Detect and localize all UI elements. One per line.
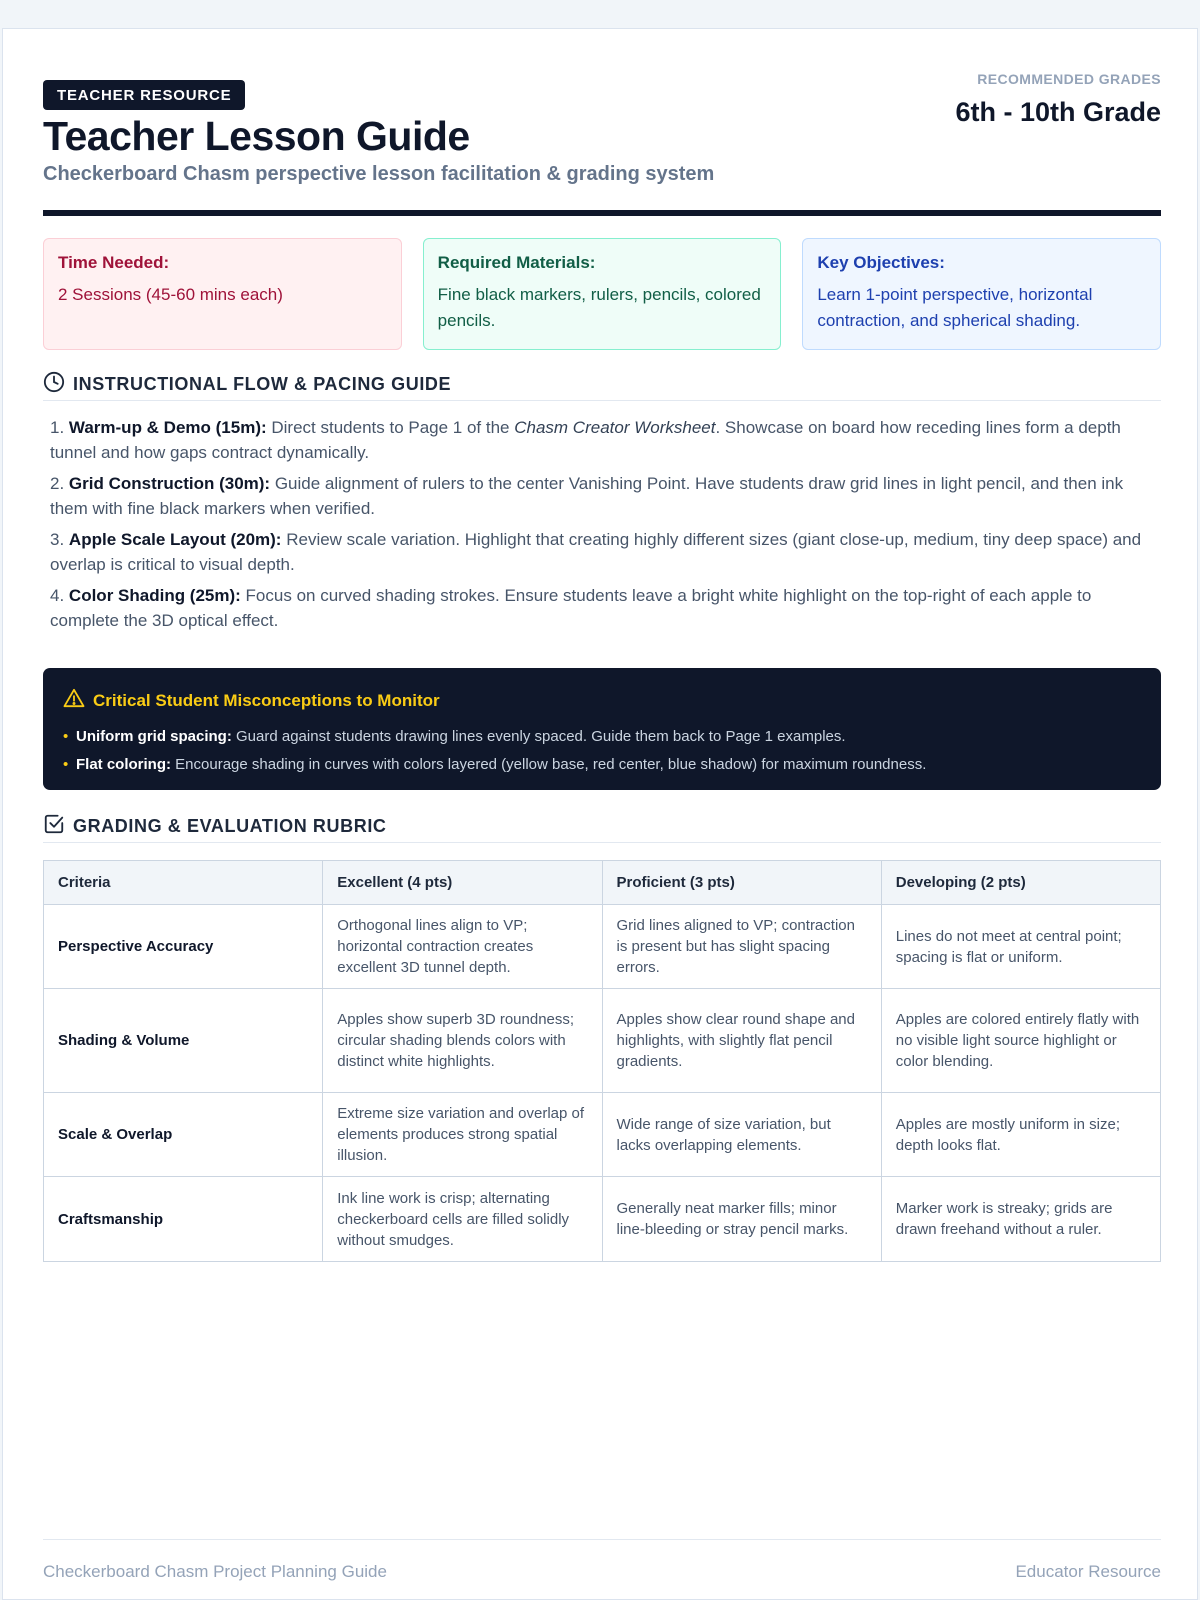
table-row bbox=[44, 905, 1161, 989]
warning-triangle-icon bbox=[63, 688, 85, 713]
footer-divider bbox=[43, 1539, 1161, 1540]
time-needed-card bbox=[43, 238, 402, 350]
card-label: Time Needed: bbox=[58, 253, 170, 272]
grades-label: RECOMMENDED GRADES bbox=[977, 71, 1161, 87]
flow-list bbox=[50, 415, 1160, 639]
table-row bbox=[44, 1093, 1161, 1177]
page-subtitle: Checkerboard Chasm perspective lesson facilitation & grading system bbox=[43, 163, 715, 185]
card-label: Key Objectives: bbox=[817, 253, 945, 272]
objectives-card bbox=[802, 238, 1161, 350]
table-cell: Marker work is streaky; grids are drawn freehand without a ruler. bbox=[881, 1177, 1160, 1262]
card-value: Learn 1-point perspective, horizontal contraction, and spherical shading. bbox=[817, 285, 1093, 330]
flow-section-header bbox=[43, 369, 1161, 401]
misconceptions-list bbox=[63, 723, 1141, 779]
table-cell: Orthogonal lines align to VP; horizontal contraction creates excellent 3D tunnel depth. bbox=[323, 905, 602, 989]
footer-label: Educator Resource bbox=[1015, 1562, 1161, 1581]
column-header: Excellent (4 pts) bbox=[323, 861, 602, 905]
checkbox-icon bbox=[43, 813, 65, 840]
flow-step: 1. Warm-up & Demo (15m): Direct students to Page 1 of the Chasm Creator Worksheet. Showcase on board how receding lines form a depth tunnel and how gaps contract dynamically. bbox=[50, 418, 1121, 462]
rubric-section-header bbox=[43, 811, 1161, 843]
rubric-heading: GRADING & EVALUATION RUBRIC bbox=[73, 816, 387, 836]
criteria-cell: Craftsmanship bbox=[44, 1177, 323, 1262]
card-value: 2 Sessions (45-60 mins each) bbox=[58, 285, 283, 304]
table-cell: Grid lines aligned to VP; contraction is present but has slight spacing errors. bbox=[602, 905, 881, 989]
column-header: Proficient (3 pts) bbox=[602, 861, 881, 905]
table-cell: Extreme size variation and overlap of elements produces strong spatial illusion. bbox=[323, 1093, 602, 1177]
card-label: Required Materials: bbox=[437, 253, 596, 272]
table-cell: Apples show clear round shape and highlights, with slightly flat pencil gradients. bbox=[602, 989, 881, 1093]
resource-badge: TEACHER RESOURCE bbox=[43, 80, 245, 110]
table-cell: Apples are mostly uniform in size; depth looks flat. bbox=[881, 1093, 1160, 1177]
flow-step: 4. Color Shading (25m): Focus on curved shading strokes. Ensure students leave a bright white highlight on the top-right of each apple to complete the 3D optical effect. bbox=[50, 586, 1092, 630]
grades-value: 6th - 10th Grade bbox=[955, 97, 1161, 127]
header-divider bbox=[43, 210, 1161, 216]
document-page bbox=[2, 28, 1198, 1600]
materials-card bbox=[423, 238, 782, 350]
rubric-header-row bbox=[44, 861, 1161, 905]
table-cell: Apples show superb 3D roundness; circular shading blends colors with distinct white highlights. bbox=[323, 989, 602, 1093]
misconceptions-title: Critical Student Misconceptions to Monitor bbox=[63, 688, 1141, 713]
flow-step: 3. Apple Scale Layout (20m): Review scale variation. Highlight that creating highly different sizes (giant close-up, medium, tiny deep space) and overlap is critical to visual depth. bbox=[50, 530, 1142, 574]
misconception-item: • Flat coloring: Encourage shading in curves with colors layered (yellow base, red center, blue shadow) for maximum roundness. bbox=[63, 751, 1141, 779]
page-content bbox=[43, 29, 1161, 1599]
clock-icon bbox=[43, 371, 65, 398]
table-cell: Generally neat marker fills; minor line-bleeding or stray pencil marks. bbox=[602, 1177, 881, 1262]
flow-step: 2. Grid Construction (30m): Guide alignment of rulers to the center Vanishing Point. Have students draw grid lines in light pencil, and then ink them with fine black markers when verified. bbox=[50, 474, 1124, 518]
criteria-cell: Perspective Accuracy bbox=[44, 905, 323, 989]
flow-heading: INSTRUCTIONAL FLOW & PACING GUIDE bbox=[73, 374, 452, 394]
rubric-table bbox=[43, 860, 1161, 1262]
column-header: Developing (2 pts) bbox=[881, 861, 1160, 905]
table-cell: Wide range of size variation, but lacks overlapping elements. bbox=[602, 1093, 881, 1177]
info-cards bbox=[43, 238, 1161, 350]
card-value: Fine black markers, rulers, pencils, colored pencils. bbox=[437, 285, 761, 330]
page-title: Teacher Lesson Guide bbox=[43, 113, 470, 159]
column-header: Criteria bbox=[44, 861, 323, 905]
criteria-cell: Shading & Volume bbox=[44, 989, 323, 1093]
misconception-item: • Uniform grid spacing: Guard against students drawing lines evenly spaced. Guide them back to Page 1 examples. bbox=[63, 723, 1141, 751]
table-row bbox=[44, 1177, 1161, 1262]
criteria-cell: Scale & Overlap bbox=[44, 1093, 323, 1177]
table-row bbox=[44, 989, 1161, 1093]
table-cell: Apples are colored entirely flatly with no visible light source highlight or color blending. bbox=[881, 989, 1160, 1093]
table-cell: Lines do not meet at central point; spacing is flat or uniform. bbox=[881, 905, 1160, 989]
table-cell: Ink line work is crisp; alternating checkerboard cells are filled solidly without smudges. bbox=[323, 1177, 602, 1262]
misconceptions-box bbox=[43, 668, 1161, 790]
footer-title: Checkerboard Chasm Project Planning Guide bbox=[43, 1562, 387, 1581]
